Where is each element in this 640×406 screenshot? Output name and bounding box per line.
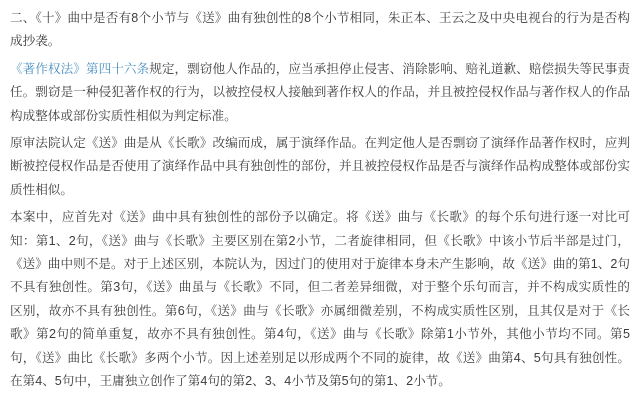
article-body (10, 7, 630, 394)
text-line: 断被控侵权作品是否使用了演绎作品中具有独创性的部份，并且被控侵权作品是否与演绎作品构成整体或部份实 (10, 159, 630, 174)
text-line (10, 58, 630, 81)
text-run: 规定，剽窃他人作品的，应当承担停止侵害、消除影响、赔礼道歉、赔偿损失等民事责 (149, 61, 631, 76)
copyright-law-article46-link[interactable]: 《著作权法》第四十六条 (10, 61, 150, 76)
text-line: 二、《十》曲中是否有8个小节与《送》曲有独创性的8个小节相同，朱正本、王云之及中央电视台的行为是否构 (10, 11, 630, 25)
paragraph-law-citation (10, 58, 630, 128)
text-line: 任。剽窃是一种侵犯著作权的行为，以被控侵权人接触到著作权人的作品，并且被控侵权作品与著作权人的作品 (10, 85, 630, 100)
text-line: 质性相似。 (10, 182, 73, 197)
text-line: 区别，故亦不具有独创性。第6句，《送》曲与《长歌》亦属细微差别，不构成实质性区别，且其仅是对于《长 (10, 303, 630, 318)
text-line: 成抄袭。 (10, 34, 61, 49)
text-line: 在第4、5句中，王庸独立创作了第4句的第2、3、4小节及第5句的第1、2小节。 (10, 374, 451, 389)
text-line: 构成整体或部份实质性相似为判定标准。 (10, 108, 237, 123)
text-line: 歌》第2句的简单重复，故亦不具有独创性。第4句，《送》曲与《长歌》除第1小节外，其他小节均不同。第5 (10, 327, 630, 342)
paragraph-case-analysis (10, 206, 630, 393)
text-line: 《送》曲中则不是。对于上述区别，本院认为，因过门的使用对于旋律本身未产生影响，故《送》曲的第1、2句 (10, 257, 630, 272)
text-line: 本案中，应首先对《送》曲中具有独创性的部份予以确定。将《送》曲与《长歌》的每个乐句进行逐一对比可 (10, 210, 630, 225)
paragraph-issue-heading (10, 7, 630, 54)
paragraph-court-finding (10, 132, 630, 202)
text-line: 句，《送》曲比《长歌》多两个小节。因上述差别足以形成两个不同的旋律，故《送》曲第4、5句具有独创性。 (10, 350, 630, 365)
text-line: 知：第1、2句，《送》曲与《长歌》主要区别在第2小节，二者旋律相同，但《长歌》中该小节后半部是过门， (10, 233, 630, 248)
text-line: 原审法院认定《送》曲是从《长歌》改编而成，属于演绎作品。在判定他人是否剽窃了演绎作品著作权时，应判 (10, 136, 630, 151)
text-line: 不具有独创性。第3句，《送》曲虽与《长歌》不同，但二者差异细微，对于整个乐句而言，并不构成实质性的 (10, 280, 630, 295)
